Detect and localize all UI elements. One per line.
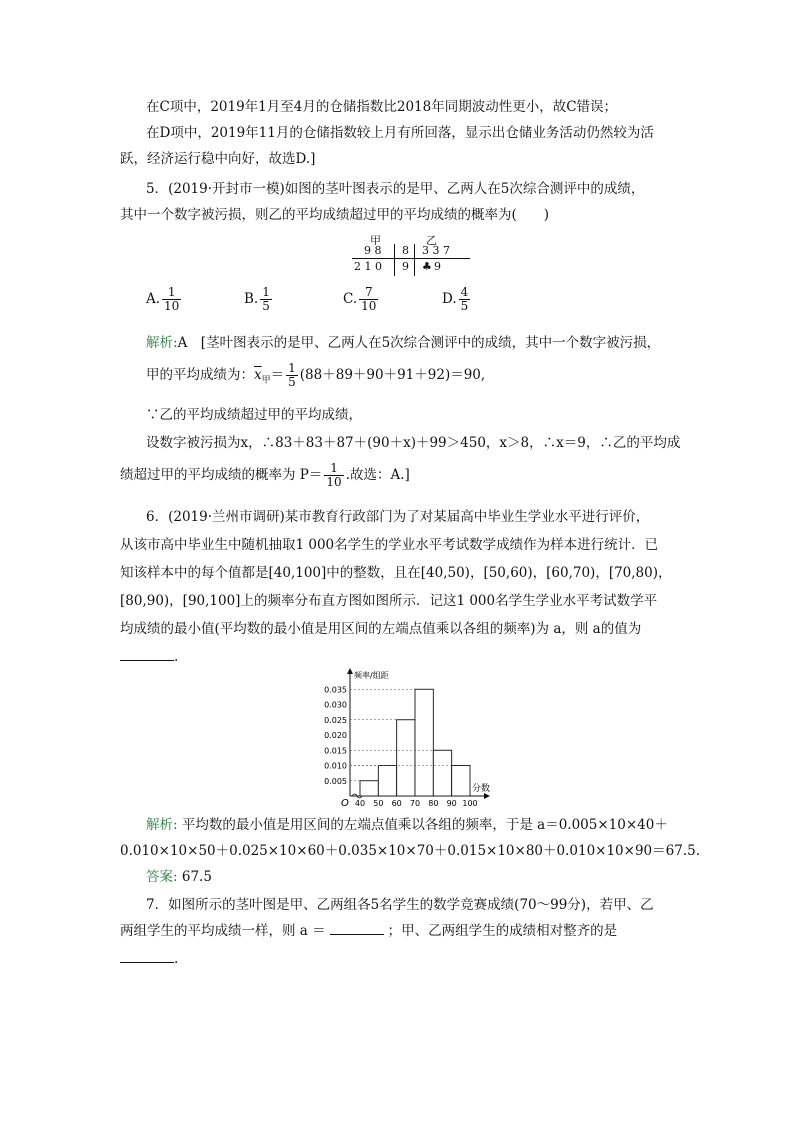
option-label: D. xyxy=(442,291,457,307)
option-a xyxy=(146,286,183,313)
stem-leaf-row1-left: 9 8 xyxy=(364,244,382,257)
x-tick-label: 90 xyxy=(446,799,457,808)
option-label: B. xyxy=(244,291,259,307)
stem-leaf-hline xyxy=(352,258,470,259)
option-b xyxy=(244,286,274,313)
origin-label: O xyxy=(341,798,349,808)
denominator: 10 xyxy=(326,475,342,489)
frequency-histogram xyxy=(310,668,500,808)
question-text: 两组学生的平均成绩一样，则 a ＝ xyxy=(120,923,326,939)
histogram-bar xyxy=(360,781,378,796)
solution-tag: 解析: xyxy=(146,817,178,833)
solution-5-line: 设数字被污损为x，∴83＋83＋87＋(90＋x)＋99＞450，x＞8，∴x＝9，∴乙的平均成 xyxy=(146,435,681,451)
solution-5-line xyxy=(120,460,410,490)
question-6-line: [80,90)，[90,100]上的频率分布直方图如图所示．记这1 000名学生学业水平考试数学平 xyxy=(120,593,658,609)
y-axis-label: 频率/组距 xyxy=(354,671,389,680)
solution-6-line xyxy=(146,816,668,834)
numerator: 1 xyxy=(162,286,181,300)
y-tick-label: 0.005 xyxy=(324,776,347,786)
answer-value: 67.5 xyxy=(177,869,212,885)
question-5-line: 其中一个数字被污损，则乙的平均成绩超过甲的平均成绩的概率为( ) xyxy=(120,207,550,223)
y-axis-arrow-icon xyxy=(347,668,353,674)
question-7-line xyxy=(120,950,178,968)
solution-text: 绩超过甲的平均成绩的概率为 P＝ xyxy=(120,467,323,483)
text-line: 在C项中，2019年1月至4月的仓储指数比2018年同期波动性更小，故C错误； xyxy=(146,99,618,115)
question-6-line: 知该样本中的每个值都是[40,100]中的整数，且在[40,50)，[50,60)，[60,70)，[70,80)， xyxy=(120,565,672,581)
fraction xyxy=(286,362,298,389)
option-fraction xyxy=(260,286,272,313)
question-5-line: 5．(2019·开封市一模)如图的茎叶图表示的是甲、乙两人在5次综合测评中的成绩， xyxy=(146,181,645,197)
answer-blank xyxy=(120,950,174,963)
denominator: 10 xyxy=(164,299,180,313)
question-6-line: 从该市高中毕业生中随机抽取1 000名学生的学业水平考试数学成绩作为样本进行统计．已 xyxy=(120,537,659,553)
histogram-bar xyxy=(397,720,415,796)
denominator: 5 xyxy=(460,299,469,313)
solution-5-line xyxy=(146,360,485,396)
solution-text: 甲的平均成绩为： xyxy=(146,367,254,383)
y-tick-label: 0.030 xyxy=(324,700,347,710)
y-tick-label: 0.025 xyxy=(324,715,347,725)
solution-tag: 解析: xyxy=(146,335,178,351)
question-6-line xyxy=(120,648,178,666)
option-label: C. xyxy=(343,291,358,307)
fraction xyxy=(324,462,343,489)
numerator: 1 xyxy=(324,462,343,476)
histogram-bar xyxy=(452,766,470,797)
solution-text: 平均数的最小值是用区间的左端点值乘以各组的频率，于是 a＝0.005×10×40＋ xyxy=(177,817,668,833)
numerator: 1 xyxy=(262,285,270,299)
question-6-line: 均成绩的最小值(平均数的最小值是用区间的左端点值乘以各组的频率)为 a，则 a的值为 xyxy=(120,621,642,637)
stem-leaf-head-jia: 甲 xyxy=(370,234,381,247)
x-tick-label: 80 xyxy=(428,799,439,808)
y-tick-label: 0.020 xyxy=(324,731,347,740)
numerator: 1 xyxy=(288,361,296,375)
x-tick-label: 70 xyxy=(409,799,421,808)
period: . xyxy=(174,951,179,967)
x-tick-label: 100 xyxy=(462,799,478,808)
equals: ＝ xyxy=(270,367,285,383)
question-7-line xyxy=(120,922,617,940)
histogram-bar xyxy=(433,750,451,796)
stem-leaf-vline xyxy=(394,244,395,276)
stem-leaf-row2-left: 2 1 0 xyxy=(354,260,382,273)
stem-leaf-row2-stem: 9 xyxy=(402,260,409,273)
mean-subscript: 甲 xyxy=(261,375,271,386)
question-text: ；甲、乙两组学生的成绩相对整齐的是 xyxy=(387,923,618,939)
question-7-line: 7．如图所示的茎叶图是甲、乙两组各5名学生的数学竞赛成绩(70～99分)，若甲、乙 xyxy=(146,897,654,913)
solution-text: (88＋89＋90＋91＋92)＝90, xyxy=(299,367,486,383)
solution-text: .故选：A.] xyxy=(345,467,410,483)
numerator: 4 xyxy=(460,285,469,299)
stem-leaf-row1-right: 3 3 7 xyxy=(422,244,450,257)
histogram-bar xyxy=(378,766,396,797)
option-c xyxy=(343,286,380,313)
stem-leaf-plot xyxy=(352,234,470,276)
solution-6-line: 0.010×10×50＋0.025×10×60＋0.035×10×70＋0.015×10×80＋0.010×10×90＝67.5. xyxy=(120,843,700,859)
x-tick-label: 50 xyxy=(373,799,384,808)
numerator: 7 xyxy=(359,286,378,300)
histogram-bar xyxy=(415,689,433,796)
period: . xyxy=(174,649,179,665)
option-fraction xyxy=(359,286,378,313)
mean-symbol: $\overline{x}$ xyxy=(254,367,262,383)
stem-leaf-row2-right: 9 xyxy=(434,260,441,273)
x-tick-label: 60 xyxy=(391,799,402,808)
x-axis-label: 分数 xyxy=(472,784,491,794)
denominator: 10 xyxy=(361,299,377,313)
question-6-line: 6．(2019·兰州市调研)某市教育行政部门为了对某届高中毕业生学业水平进行评价， xyxy=(146,509,650,525)
solution-5-line xyxy=(146,334,660,352)
denominator: 5 xyxy=(262,299,270,313)
ink-blot-icon: ♣ xyxy=(422,260,432,273)
stem-leaf-head-yi: 乙 xyxy=(426,234,437,247)
stem-leaf-row1-stem: 8 xyxy=(402,244,409,257)
answer-blank xyxy=(120,648,174,661)
solution-text: A [茎叶图表示的是甲、乙两人在5次综合测评中的成绩，其中一个数字被污损， xyxy=(177,335,661,351)
answer-blank xyxy=(330,922,384,935)
option-fraction xyxy=(459,286,471,313)
text-line: 跃，经济运行稳中向好，故选D.] xyxy=(120,151,316,167)
stem-leaf-vline xyxy=(414,244,415,276)
x-tick-label: 40 xyxy=(354,799,366,808)
solution-5-line: ∵乙的平均成绩超过甲的平均成绩， xyxy=(146,407,362,423)
denominator: 5 xyxy=(288,375,296,389)
option-fraction xyxy=(162,286,181,313)
answer-line xyxy=(146,868,212,886)
option-d xyxy=(442,286,472,313)
text-line: 在D项中，2019年11月的仓储指数较上月有所回落，显示出仓储业务活动仍然较为活 xyxy=(146,125,654,141)
y-tick-label: 0.035 xyxy=(324,685,347,695)
y-tick-label: 0.015 xyxy=(324,746,347,756)
option-label: A. xyxy=(146,291,161,307)
y-tick-label: 0.010 xyxy=(324,761,347,771)
answer-tag: 答案: xyxy=(146,869,178,885)
